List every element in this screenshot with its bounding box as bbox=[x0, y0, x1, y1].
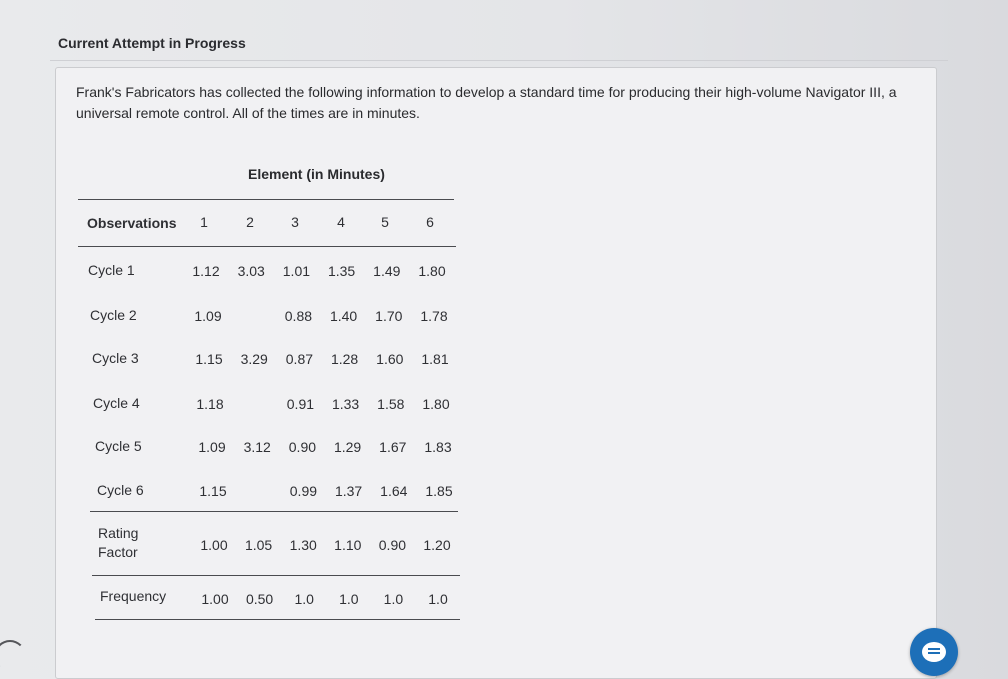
table-cell: 1.60 bbox=[376, 351, 404, 367]
frequency-value: 1.0 bbox=[339, 591, 359, 607]
rating-value: 0.90 bbox=[378, 537, 407, 553]
table-cell: 1.09 bbox=[194, 308, 222, 324]
attempt-title: Current Attempt in Progress bbox=[58, 35, 246, 51]
table-cell: 1.29 bbox=[333, 439, 362, 455]
element-number-header: 4 bbox=[337, 214, 345, 230]
refresh-icon bbox=[0, 640, 26, 672]
table-cell: 1.37 bbox=[334, 483, 363, 499]
table-cell: 1.40 bbox=[329, 308, 358, 324]
table-cell: 1.58 bbox=[377, 396, 405, 412]
table-cell: 0.91 bbox=[286, 396, 315, 412]
cycle-label: Cycle 4 bbox=[93, 395, 140, 411]
table-cell: 1.83 bbox=[424, 439, 452, 455]
table-cell: 0.99 bbox=[289, 483, 318, 499]
frequency-value: 1.0 bbox=[428, 591, 448, 607]
table-cell: 1.28 bbox=[330, 351, 359, 367]
table-cell: 0.87 bbox=[285, 351, 314, 367]
table-cell: 1.49 bbox=[373, 263, 401, 279]
frequency-value: 0.50 bbox=[245, 591, 274, 607]
intro-line-1: Frank's Fabricators has collected the following information to develop a standard time for producing their high-volume Navigator III, a bbox=[76, 84, 897, 100]
element-number-header: 3 bbox=[291, 214, 299, 230]
rating-value: 1.05 bbox=[244, 537, 273, 553]
cycle-label: Cycle 3 bbox=[92, 350, 139, 366]
table-cell: 1.15 bbox=[199, 483, 227, 499]
table-rule-header bbox=[78, 246, 456, 247]
table-cell: 1.12 bbox=[192, 263, 220, 279]
table-cell: 1.01 bbox=[282, 263, 311, 279]
chat-button[interactable] bbox=[910, 628, 958, 676]
element-number-header: 6 bbox=[426, 214, 434, 230]
divider bbox=[50, 60, 948, 61]
cycle-label: Cycle 2 bbox=[90, 307, 137, 323]
table-cell: 1.64 bbox=[380, 483, 408, 499]
element-number-header: 1 bbox=[200, 214, 208, 230]
table-cell: 1.81 bbox=[421, 351, 449, 367]
table-cell: 1.80 bbox=[418, 263, 446, 279]
cycle-label: Cycle 6 bbox=[97, 482, 144, 498]
chat-bubble-icon bbox=[922, 642, 946, 662]
rating-value: 1.20 bbox=[423, 537, 451, 553]
rating-label: Rating bbox=[98, 525, 139, 541]
rating-value: 1.10 bbox=[334, 537, 362, 553]
cycle-label: Cycle 5 bbox=[95, 438, 142, 454]
frequency-value: 1.0 bbox=[383, 591, 404, 607]
frequency-label: Frequency bbox=[100, 588, 167, 604]
intro-line-2: universal remote control. All of the times are in minutes. bbox=[76, 105, 420, 121]
table-cell: 1.78 bbox=[420, 308, 448, 324]
table-cell: 0.88 bbox=[284, 308, 313, 324]
element-heading: Element (in Minutes) bbox=[248, 166, 385, 182]
table-rule-bottom bbox=[95, 619, 460, 620]
cycle-label: Cycle 1 bbox=[88, 262, 135, 278]
table-cell: 1.80 bbox=[422, 396, 450, 412]
table-cell: 0.90 bbox=[288, 439, 317, 455]
table-cell: 3.29 bbox=[240, 351, 268, 367]
table-cell: 1.09 bbox=[198, 439, 226, 455]
problem-intro bbox=[76, 82, 946, 124]
table-rule-ratings-bottom bbox=[92, 575, 460, 576]
table-cell: 1.85 bbox=[425, 483, 453, 499]
table-cell: 3.03 bbox=[237, 263, 265, 279]
observations-header: Observations bbox=[87, 215, 177, 231]
table-cell: 1.15 bbox=[195, 351, 223, 367]
frequency-value: 1.00 bbox=[201, 591, 229, 607]
table-cell: 1.35 bbox=[327, 263, 356, 279]
table-cell: 1.33 bbox=[331, 396, 360, 412]
rating-value: 1.30 bbox=[289, 537, 317, 553]
rating-value: 1.00 bbox=[200, 537, 228, 553]
table-cell: 1.67 bbox=[379, 439, 407, 455]
question-card bbox=[55, 67, 937, 679]
table-cell: 1.70 bbox=[375, 308, 403, 324]
element-number-header: 2 bbox=[246, 214, 254, 230]
frequency-value: 1.0 bbox=[294, 591, 314, 607]
table-rule-ratings-top bbox=[90, 511, 458, 512]
rating-label: Factor bbox=[98, 544, 138, 560]
element-number-header: 5 bbox=[381, 214, 389, 230]
table-cell: 3.12 bbox=[243, 439, 271, 455]
table-cell: 1.18 bbox=[196, 396, 224, 412]
table-rule-top bbox=[78, 199, 454, 200]
